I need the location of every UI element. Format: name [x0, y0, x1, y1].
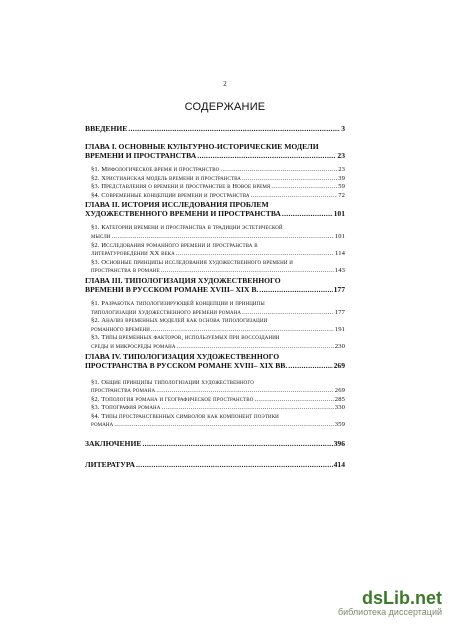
toc-section	[85, 242, 345, 259]
section-title: мысли	[91, 232, 111, 240]
leader-dots	[161, 267, 334, 276]
chapter-title-line: ГЛАВА II. ИСТОРИЯ ИССЛЕДОВАНИЯ ПРОБЛЕМ	[85, 200, 269, 210]
watermark	[338, 588, 442, 617]
watermark-logo: dsLib.net	[362, 588, 442, 608]
toc-chapter-2	[85, 200, 345, 218]
section-page: 177	[334, 308, 345, 316]
section-title: пространства в романе	[91, 267, 160, 275]
watermark-subtitle: библиотека диссертаций	[337, 607, 442, 617]
chapter-title-line: ВРЕМЕНИ И ПРОСТРАНСТВА	[85, 151, 197, 160]
chapter-page: 177	[333, 284, 345, 294]
toc-section	[85, 317, 345, 334]
leader-dots	[254, 396, 333, 405]
toc-chapter-1	[85, 142, 345, 160]
toc-intro-label: ВВЕДЕНИЕ	[85, 124, 128, 133]
chapter-title-line: ГЛАВА IV. ТИПОЛОГИЗАЦИЯ ХУДОЖЕСТВЕННОГО	[85, 351, 280, 361]
leader-dots	[288, 361, 332, 370]
leader-dots	[197, 151, 336, 160]
toc-section	[85, 413, 345, 430]
leader-dots	[242, 175, 337, 184]
chapter-title-line: ГЛАВА I. ОСНОВНЫЕ КУЛЬТУРНО-ИСТОРИЧЕСКИЕ МОДЕЛИ	[85, 142, 319, 151]
section-title: романного времени	[91, 325, 150, 333]
toc-section	[85, 224, 345, 241]
leader-dots	[128, 124, 340, 133]
leader-dots	[251, 192, 338, 201]
toc-section	[85, 259, 345, 276]
toc-section	[85, 300, 345, 317]
toc-intro-page: 3	[341, 124, 345, 133]
conclusion-label: ЗАКЛЮЧЕНИЕ	[85, 439, 142, 449]
section-title: §4. Современные концепции времени и пространства	[91, 191, 250, 199]
toc-section	[85, 192, 345, 201]
chapter-title-line: ГЛАВА III. ТИПОЛОГИЗАЦИЯ ХУДОЖЕСТВЕННОГО	[85, 275, 281, 285]
page-title: СОДЕРЖАНИЕ	[184, 101, 266, 113]
section-title: типологизации художественного времени романа	[91, 308, 242, 316]
section-title: §3. Типы временных факторов, используемых при воссоздании	[91, 334, 280, 342]
leader-dots	[151, 326, 334, 335]
leader-dots	[271, 183, 337, 192]
toc-section	[85, 183, 345, 192]
section-page: 191	[334, 325, 345, 333]
section-title: §2. Исследования романного времени и пространства в	[91, 241, 258, 249]
chapter-page: 269	[333, 360, 345, 370]
toc-section	[85, 334, 345, 351]
toc-conclusion	[85, 439, 345, 448]
toc-section	[85, 175, 345, 184]
section-title: §3. Основные принципы исследования художественного времени и	[91, 258, 293, 266]
section-page: 23	[338, 166, 345, 173]
chapter-title-line: ВРЕМЕНИ В РУССКОМ РОМАНЕ XVIII– XIX В.	[85, 284, 259, 294]
toc-section	[85, 379, 345, 396]
leader-dots	[112, 233, 334, 242]
table-of-contents	[85, 124, 345, 469]
section-title: §2. Анализ временных моделей как основа типологизации	[91, 317, 268, 325]
chapter-page: 23	[337, 151, 345, 160]
section-page: 39	[338, 174, 345, 182]
section-title: среды и микросреды романа	[91, 342, 176, 350]
section-page: 269	[334, 387, 345, 395]
leader-dots	[161, 404, 333, 413]
section-page: 114	[335, 250, 345, 258]
section-title: §3. Топография романа	[91, 404, 161, 412]
section-page: 285	[334, 395, 345, 403]
chapter-page: 101	[333, 209, 345, 219]
toc-section	[85, 396, 345, 405]
conclusion-page: 396	[333, 439, 345, 449]
leader-dots	[259, 285, 332, 294]
section-page: 143	[334, 267, 345, 275]
leader-dots	[176, 250, 334, 259]
section-title: §1. Категории времени и пространства в традиции эстетической	[91, 224, 283, 232]
section-title: §4. Типы пространственных символов как компонент поэтики	[91, 412, 279, 420]
toc-literature	[85, 460, 345, 469]
leader-dots	[282, 209, 333, 218]
literature-label: ЛИТЕРАТУРА	[85, 460, 135, 470]
leader-dots	[142, 439, 332, 448]
section-title: романа	[91, 421, 114, 429]
page-number: 2	[223, 80, 227, 88]
toc-chapter-4	[85, 352, 345, 370]
literature-page: 414	[333, 460, 345, 470]
leader-dots	[177, 343, 334, 352]
section-title: §2. Топология романа и географическое пространство	[91, 395, 254, 403]
section-page: 330	[334, 404, 345, 412]
section-page: 230	[334, 342, 345, 350]
section-title: §3. Представления о времени и пространстве в Новое время	[91, 183, 271, 191]
section-page: 101	[334, 232, 345, 240]
toc-section	[85, 404, 345, 413]
leader-dots	[242, 309, 334, 318]
section-title: §1. Мифологическое время и пространство	[91, 166, 220, 173]
chapter-title-line: ХУДОЖЕСТВЕННОГО ВРЕМЕНИ И ПРОСТРАНСТВА	[85, 209, 281, 219]
leader-dots	[156, 387, 334, 396]
chapter-title-line: ПРОСТРАНСТВА В РУССКОМ РОМАНЕ XVIII– XIX ВВ.	[85, 360, 288, 370]
section-page: 59	[338, 183, 345, 191]
section-title: §1. Общие принципы типологизации художественного	[91, 378, 254, 386]
section-title: пространства романа	[91, 387, 156, 395]
section-title: §2. Христианская модель времени и пространства	[91, 174, 241, 182]
section-page: 72	[338, 191, 345, 199]
leader-dots	[114, 421, 333, 430]
toc-chapter-3	[85, 276, 345, 294]
leader-dots	[136, 460, 333, 469]
toc-section	[85, 166, 345, 175]
toc-intro	[85, 124, 345, 133]
section-title: литературоведении XX века	[91, 250, 175, 258]
leader-dots	[220, 166, 337, 175]
section-title: §1. Разработка типологизирующей концепции и принципы	[91, 299, 265, 307]
section-page: 359	[334, 421, 345, 429]
